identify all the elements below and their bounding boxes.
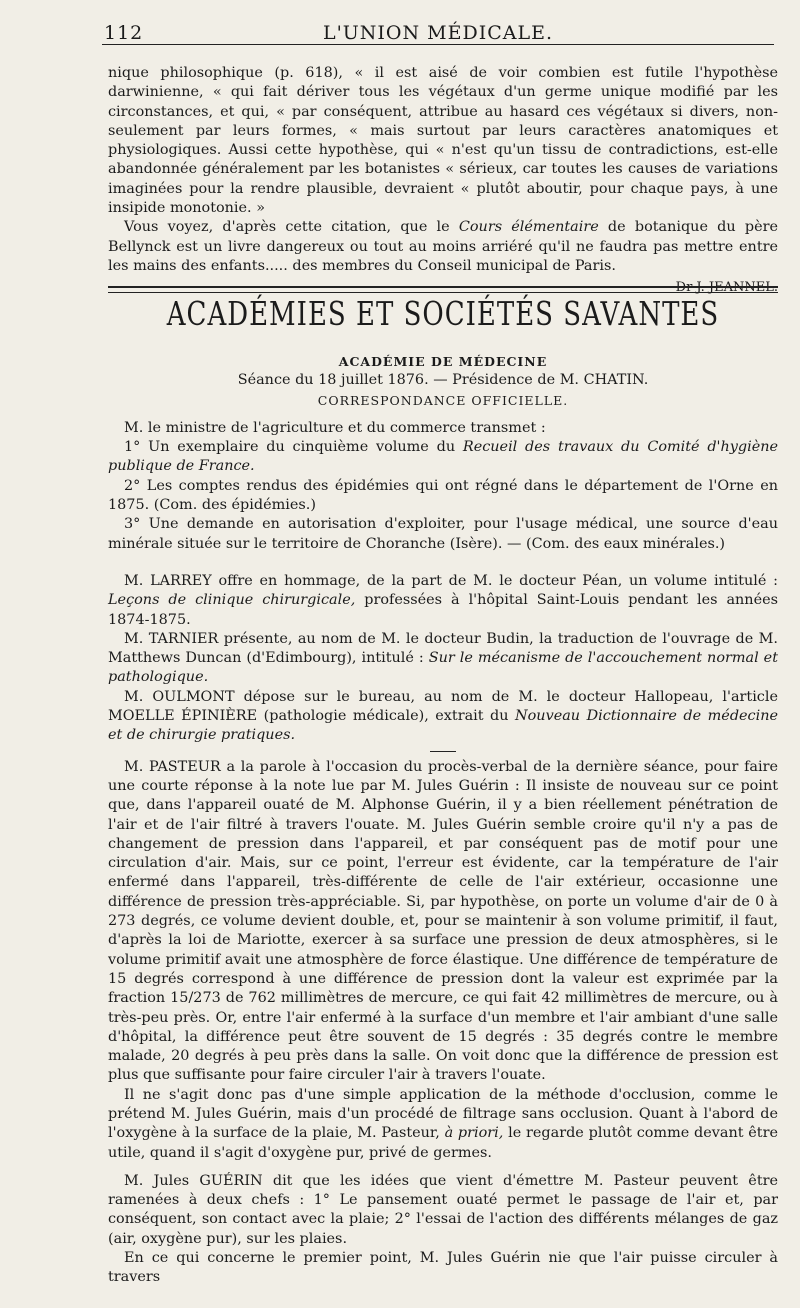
last-paragraph: En ce qui concerne le premier point, M. Jules Guérin nie que l'air puisse circuler à travers bbox=[108, 1250, 778, 1286]
section-rule-thin bbox=[108, 292, 778, 293]
academy-heading: ACADÉMIE DE MÉDECINE bbox=[338, 354, 548, 369]
correspondance-heading: CORRESPONDANCE OFFICIELLE. bbox=[317, 392, 569, 408]
section-title: ACADÉMIES ET SOCIÉTÉS SAVANTES bbox=[166, 296, 720, 334]
corr-item-1 bbox=[108, 438, 778, 477]
seance-line: Séance du 18 juillet 1876. — Présidence de M. CHATIN. bbox=[237, 372, 649, 389]
oulmont-paragraph bbox=[108, 688, 778, 746]
academy-report bbox=[108, 352, 778, 1288]
pasteur-paragraph: M. PASTEUR a la parole à l'occasion du procès-verbal de la dernière séance, pour faire une courte réponse à la note lue par M. Jules Guérin : Il insiste de nouveau sur ce point que, dans l'appareil ouaté de M. Alphonse Guérin, il y a bien réellement pénétration de l'air et de l'air filtré à travers l'ouate. M. Jules Guérin semble croire qu'il n'y a pas de changement de pression dans l'appareil, et par conséquent pas de motif pour une circulation d'air. Mais, sur ce point, l'erreur est évidente, car la température de l'air enfermé dans l'appareil, très-différente de celle de l'air extérieur, occasionne une différence de pression très-appréciable. Si, par hypothèse, on porte un volume d'air de 0 à 273 degrés, ce volume devient double, et, pour se maintenir à son volume primitif, il faut, d'après la loi de Mariotte, exercer à sa surface une pression de deux atmosphères, si le volume primitif avait une atmosphère de force élastique. Une différence de température de 15 degrés correspond à une différence de pression dont la valeur est exprimée par la fraction 15/273 de 762 millimètres de mercure, ce qui fait 42 millimètres de mercure, ou à très-peu près. Or, entre l'air enfermé à la surface d'un membre et l'air ambiant d'une salle d'hôpital, la différence peut être souvent de 15 degrés : 35 degrés contre le membre malade, 20 degrés à peu près dans la salle. On voit donc que la différence de pression est plus que suffisante pour faire circuler l'air à travers l'ouate. bbox=[108, 758, 778, 1084]
tarnier-paragraph bbox=[108, 630, 778, 688]
book-title: Cours élémentaire bbox=[458, 219, 599, 236]
tarnier-title: Sur le mécanisme de l'accouchement normal et pathologique. bbox=[108, 650, 778, 686]
section-rule-thick bbox=[108, 286, 778, 288]
closing-paragraph bbox=[108, 218, 778, 276]
occlusion-paragraph bbox=[108, 1086, 778, 1163]
corr-item-1-title: Recueil des travaux du Comité d'hygiène publique de France. bbox=[108, 439, 779, 475]
page-number: 112 bbox=[104, 22, 144, 44]
tarnier-text: M. TARNIER présente, au nom de M. le docteur Budin, la traduction de l'ouvrage de M. Matthews Duncan (d'Edimbourg), intitulé : bbox=[108, 630, 778, 667]
closing-text: Vous voyez, d'après cette citation, que le bbox=[124, 219, 459, 236]
larrey-text: M. LARREY offre en hommage, de la part de M. le docteur Péan, un volume intitulé : bbox=[124, 572, 778, 589]
occlusion-text-end: le regarde plutôt comme devant être utile, quand il s'agit d'oxygène pur, privé de germes. bbox=[108, 1125, 778, 1161]
occlusion-text: Il ne s'agit donc pas d'une simple application de la méthode d'occlusion, comme le prétend M. Jules Guérin, mais d'un procédé de filtrage sans occlusion. Quant à l'abord de l'oxygène à la surface de la plaie, M. Pasteur, bbox=[108, 1086, 778, 1142]
corr-intro: M. le ministre de l'agriculture et du commerce transmet : bbox=[124, 419, 546, 436]
oulmont-text: M. OULMONT dépose sur le bureau, au nom de M. le docteur Hallopeau, l'article MOELLE ÉPINIÈRE (pathologie médicale), extrait du bbox=[108, 688, 778, 725]
guerin-paragraph: M. Jules GUÉRIN dit que les idées que vient d'émettre M. Pasteur peuvent être ramenées à deux chefs : 1° Le pansement ouaté permet le passage de l'air et, par conséquent, son contact avec la plaie; 2° l'essai de l'action des différents mélanges de gaz (air, oxygène pur), sur les plaies. bbox=[108, 1172, 778, 1247]
running-title: L'UNION MÉDICALE. bbox=[322, 22, 554, 44]
corr-item-2: 2° Les comptes rendus des épidémies qui ont régné dans le département de l'Orne en 1875. (Com. des épidémies.) bbox=[108, 477, 778, 514]
larrey-text-end: professées à l'hôpital Saint-Louis pendant les années 1874-1875. bbox=[108, 592, 778, 628]
running-header bbox=[102, 14, 774, 45]
larrey-paragraph bbox=[108, 572, 778, 630]
larrey-title: Leçons de clinique chirurgicale, bbox=[108, 592, 356, 609]
quote-paragraph: nique philosophique (p. 618), « il est aisé de voir combien est futile l'hypothèse darwinienne, « qui fait dériver tous les végétaux d'un germe unique modifié par les circonstances, et qui, « par conséquent, attribue au hasard ces végétaux si divers, non-seulement par leurs formes, « mais surtout par leurs caractères anatomiques et physiologiques. Aussi cette hypothèse, qui « n'est qu'un tissu de contradictions, est-elle abandonnée généralement par les botanistes « sérieux, car toutes les causes de variations imaginées pour la rendre plausible, devraient « plutôt aboutir, pour chaque pays, à une insipide monotonie. » bbox=[108, 65, 778, 217]
author-signature: Dr J. JEANNEL. bbox=[675, 280, 778, 296]
separator-rule bbox=[430, 751, 456, 752]
corr-item-3: 3° Une demande en autorisation d'exploiter, pour l'usage médical, une source d'eau minérale située sur le territoire de Choranche (Isère). — (Com. des eaux minérales.) bbox=[108, 516, 778, 552]
top-article-end bbox=[108, 64, 778, 298]
closing-text-end: de botanique du père Bellynck est un livre dangereux ou tout au moins arriéré qu'il ne faudra pas mettre entre les mains des enfants..... des membres du Conseil municipal de Paris. bbox=[108, 219, 778, 274]
oulmont-title: Nouveau Dictionnaire de médecine et de chirurgie pratiques. bbox=[108, 708, 778, 744]
corr-item-1-text: 1° Un exemplaire du cinquième volume du bbox=[124, 439, 463, 456]
occlusion-em: à priori, bbox=[444, 1125, 504, 1142]
